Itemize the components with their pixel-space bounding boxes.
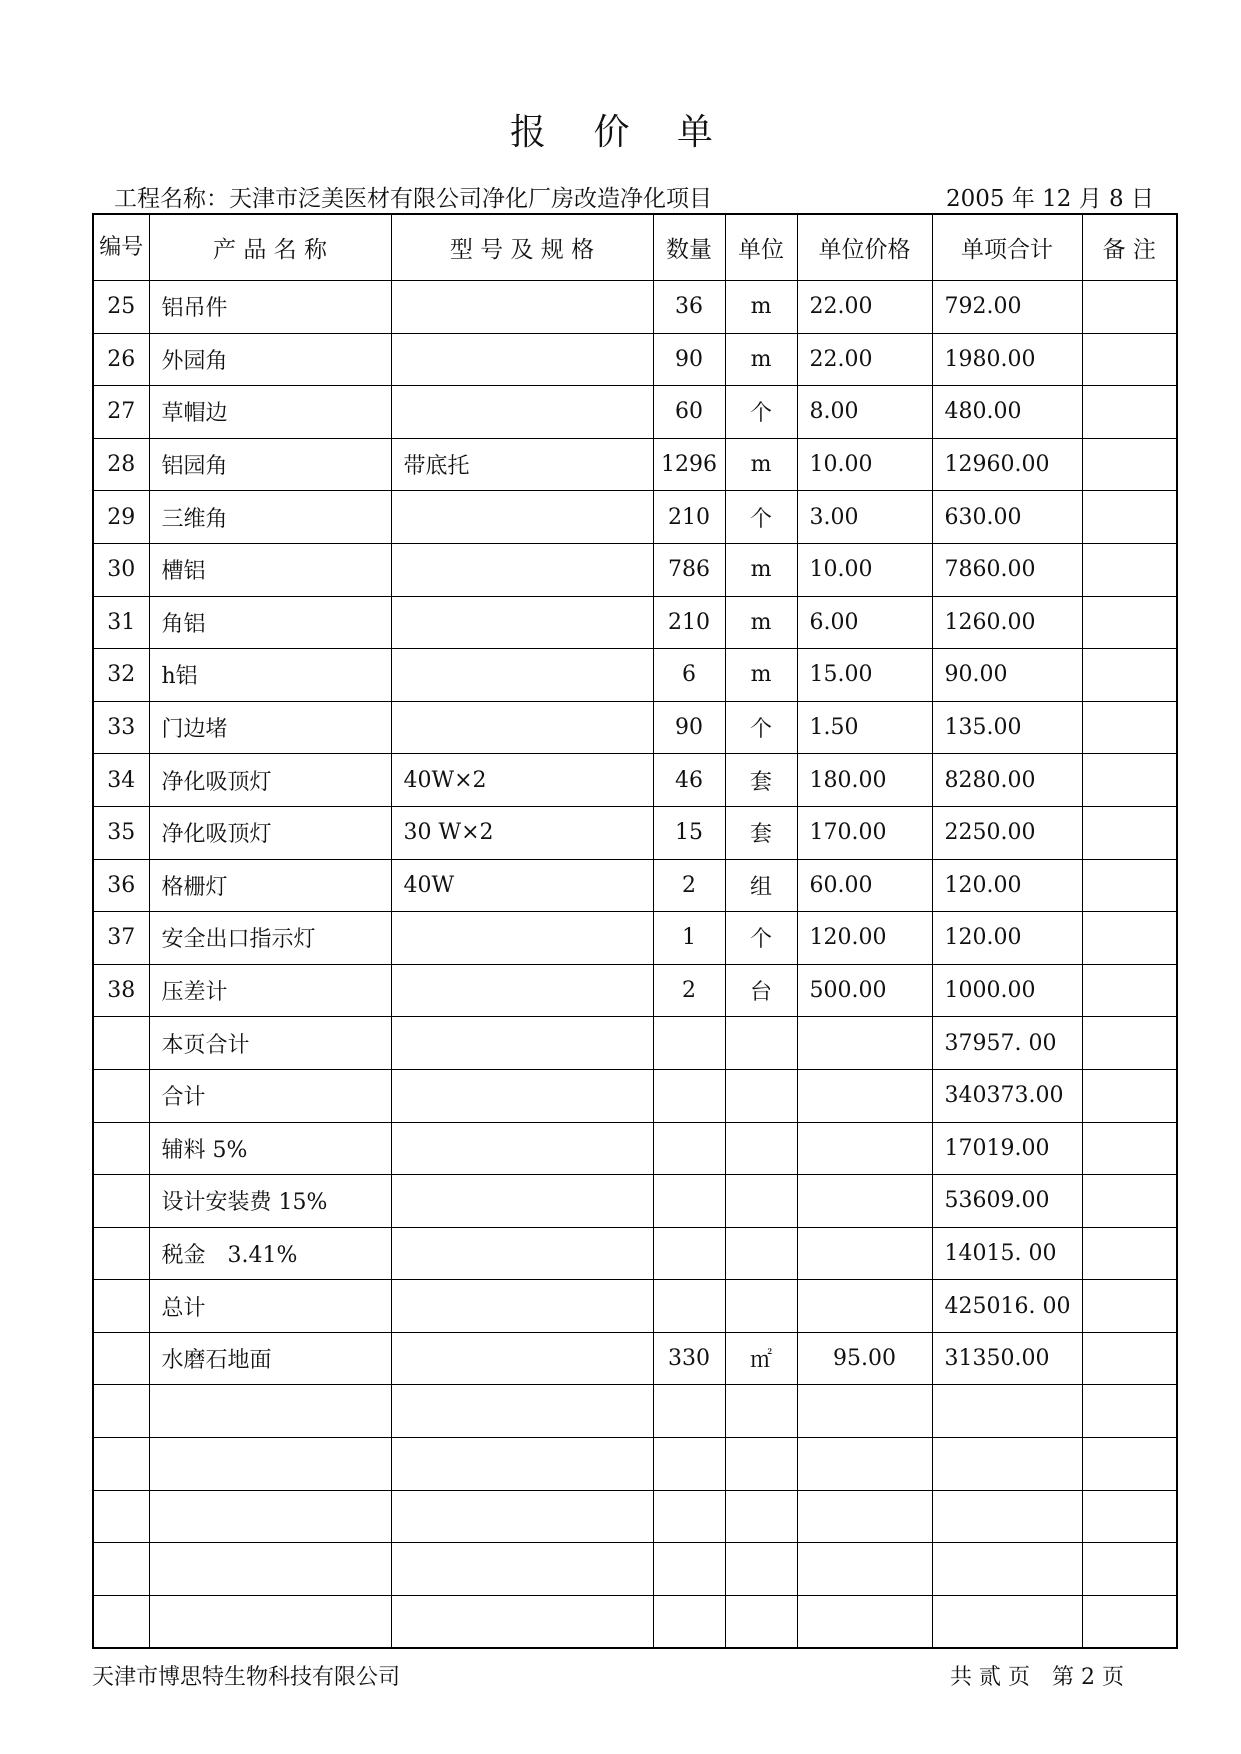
cell-unit [725,1280,797,1333]
cell-product-name: 本页合计 [149,1017,391,1070]
footer-company: 天津市博思特生物科技有限公司 [92,1665,401,1690]
table-row [93,1227,1177,1280]
cell-subtotal: 37957. 00 [932,1017,1082,1070]
cell-number: 30 [93,543,149,596]
cell-note [1082,596,1177,649]
cell-product-name [149,1595,391,1648]
cell-unit: 个 [725,386,797,439]
cell-unit [725,1595,797,1648]
cell-unit: 台 [725,964,797,1017]
cell-unit-price: 170.00 [797,806,932,859]
cell-number [93,1017,149,1070]
cell-note [1082,386,1177,439]
cell-number: 36 [93,859,149,912]
cell-quantity: 15 [653,806,725,859]
cell-product-name: 设计安装费 15% [149,1175,391,1228]
cell-note [1082,1175,1177,1228]
cell-quantity: 1 [653,912,725,965]
cell-product-name: 压差计 [149,964,391,1017]
cell-unit: m [725,649,797,702]
cell-subtotal: 425016. 00 [932,1280,1082,1333]
table-row [93,1280,1177,1333]
cell-unit [725,1175,797,1228]
cell-unit-price: 22.00 [797,333,932,386]
cell-note [1082,438,1177,491]
cell-quantity: 46 [653,754,725,807]
table-row [93,438,1177,491]
table-row [93,754,1177,807]
cell-spec [391,1543,653,1596]
cell-unit [725,1227,797,1280]
cell-product-name: 格栅灯 [149,859,391,912]
cell-quantity: 330 [653,1332,725,1385]
cell-spec: 40W×2 [391,754,653,807]
cell-quantity [653,1017,725,1070]
cell-quantity [653,1490,725,1543]
cell-unit-price [797,1438,932,1491]
cell-number [93,1122,149,1175]
cell-unit-price: 60.00 [797,859,932,912]
cell-spec [391,1069,653,1122]
cell-unit: m [725,281,797,334]
cell-unit-price: 1.50 [797,701,932,754]
cell-spec [391,333,653,386]
cell-spec [391,1385,653,1438]
cell-unit: m [725,438,797,491]
table-row [93,1332,1177,1385]
cell-number: 32 [93,649,149,702]
cell-unit-price: 10.00 [797,438,932,491]
cell-subtotal: 17019.00 [932,1122,1082,1175]
cell-quantity: 210 [653,596,725,649]
cell-quantity: 6 [653,649,725,702]
cell-unit: 个 [725,491,797,544]
cell-number [93,1280,149,1333]
cell-unit: 套 [725,806,797,859]
cell-unit [725,1438,797,1491]
table-row [93,386,1177,439]
table-row [93,859,1177,912]
cell-product-name: 总计 [149,1280,391,1333]
cell-product-name: 三维角 [149,491,391,544]
cell-subtotal [932,1490,1082,1543]
cell-product-name: 门边堵 [149,701,391,754]
cell-product-name: 辅料 5% [149,1122,391,1175]
cell-product-name: 水磨石地面 [149,1332,391,1385]
cell-unit-price: 120.00 [797,912,932,965]
cell-unit: ㎡ [725,1332,797,1385]
cell-subtotal: 8280.00 [932,754,1082,807]
cell-subtotal: 14015. 00 [932,1227,1082,1280]
cell-note [1082,1490,1177,1543]
cell-number: 27 [93,386,149,439]
table-row [93,1490,1177,1543]
cell-note [1082,281,1177,334]
table-row [93,491,1177,544]
table-row [93,964,1177,1017]
table-row [93,701,1177,754]
cell-subtotal [932,1438,1082,1491]
cell-note [1082,806,1177,859]
cell-number [93,1438,149,1491]
header-product-name: 产 品 名 称 [149,214,391,281]
table-row [93,649,1177,702]
table-row [93,1069,1177,1122]
cell-product-name [149,1385,391,1438]
cell-product-name: 铝吊件 [149,281,391,334]
cell-unit-price [797,1069,932,1122]
document-title: 报 价 单 [510,112,731,153]
cell-product-name: 净化吸顶灯 [149,754,391,807]
cell-unit [725,1069,797,1122]
cell-unit: 个 [725,701,797,754]
cell-subtotal: 90.00 [932,649,1082,702]
cell-product-name: h铝 [149,649,391,702]
table-row [93,281,1177,334]
cell-number [93,1490,149,1543]
cell-note [1082,543,1177,596]
cell-subtotal: 480.00 [932,386,1082,439]
cell-number [93,1069,149,1122]
cell-subtotal [932,1543,1082,1596]
table-header-row [93,214,1177,281]
cell-unit: m [725,333,797,386]
cell-quantity: 2 [653,859,725,912]
table-row [93,1438,1177,1491]
cell-unit-price: 95.00 [797,1332,932,1385]
cell-note [1082,859,1177,912]
table-row [93,1122,1177,1175]
cell-quantity [653,1385,725,1438]
table-row [93,543,1177,596]
cell-note [1082,754,1177,807]
table-row [93,1385,1177,1438]
cell-quantity [653,1175,725,1228]
cell-product-name: 外园角 [149,333,391,386]
cell-spec [391,1280,653,1333]
cell-number: 29 [93,491,149,544]
cell-note [1082,1332,1177,1385]
table-row [93,1017,1177,1070]
cell-product-name: 合计 [149,1069,391,1122]
cell-note [1082,701,1177,754]
cell-subtotal: 7860.00 [932,543,1082,596]
cell-number [93,1175,149,1228]
cell-quantity [653,1543,725,1596]
cell-product-name [149,1543,391,1596]
cell-number: 37 [93,912,149,965]
cell-subtotal: 1260.00 [932,596,1082,649]
cell-spec [391,543,653,596]
cell-subtotal: 120.00 [932,912,1082,965]
cell-unit-price [797,1543,932,1596]
cell-note [1082,1122,1177,1175]
cell-subtotal: 53609.00 [932,1175,1082,1228]
cell-spec [391,1595,653,1648]
cell-spec [391,1227,653,1280]
cell-product-name [149,1438,391,1491]
cell-unit-price: 500.00 [797,964,932,1017]
cell-quantity: 36 [653,281,725,334]
cell-note [1082,333,1177,386]
header-note: 备 注 [1082,214,1177,281]
cell-spec [391,1332,653,1385]
header-unit-price: 单位价格 [797,214,932,281]
table-row [93,806,1177,859]
cell-spec [391,1175,653,1228]
cell-unit: 组 [725,859,797,912]
cell-unit [725,1543,797,1596]
cell-spec [391,1438,653,1491]
cell-note [1082,1017,1177,1070]
cell-note [1082,1280,1177,1333]
cell-spec: 30 W×2 [391,806,653,859]
cell-note [1082,912,1177,965]
cell-product-name: 铝园角 [149,438,391,491]
cell-number [93,1227,149,1280]
quotation-table [92,213,1178,1649]
cell-product-name: 净化吸顶灯 [149,806,391,859]
cell-product-name: 安全出口指示灯 [149,912,391,965]
table-row [93,1595,1177,1648]
cell-product-name: 税金 3.41% [149,1227,391,1280]
cell-subtotal: 31350.00 [932,1332,1082,1385]
cell-note [1082,1543,1177,1596]
cell-unit-price [797,1385,932,1438]
cell-quantity [653,1280,725,1333]
cell-note [1082,491,1177,544]
cell-subtotal: 12960.00 [932,438,1082,491]
header-quantity: 数量 [653,214,725,281]
cell-spec [391,596,653,649]
table-row [93,1175,1177,1228]
header-unit: 单位 [725,214,797,281]
cell-spec [391,1017,653,1070]
cell-unit-price [797,1122,932,1175]
cell-unit [725,1122,797,1175]
cell-subtotal: 1980.00 [932,333,1082,386]
cell-unit-price: 6.00 [797,596,932,649]
cell-number [93,1385,149,1438]
cell-spec [391,701,653,754]
cell-number: 34 [93,754,149,807]
cell-number: 35 [93,806,149,859]
cell-quantity: 60 [653,386,725,439]
cell-note [1082,1595,1177,1648]
cell-product-name: 草帽边 [149,386,391,439]
cell-unit: m [725,596,797,649]
cell-spec [391,386,653,439]
cell-unit [725,1385,797,1438]
cell-unit [725,1017,797,1070]
cell-product-name: 槽铝 [149,543,391,596]
cell-number [93,1332,149,1385]
cell-number: 33 [93,701,149,754]
cell-unit-price: 10.00 [797,543,932,596]
cell-spec [391,964,653,1017]
cell-note [1082,1227,1177,1280]
cell-note [1082,1069,1177,1122]
header-spec: 型 号 及 规 格 [391,214,653,281]
cell-unit-price [797,1175,932,1228]
cell-unit: m [725,543,797,596]
cell-quantity: 2 [653,964,725,1017]
table-row [93,596,1177,649]
cell-quantity [653,1069,725,1122]
cell-number: 38 [93,964,149,1017]
header-number: 编号 [93,214,149,281]
header-subtotal: 单项合计 [932,214,1082,281]
cell-unit-price: 180.00 [797,754,932,807]
cell-unit-price: 22.00 [797,281,932,334]
cell-number: 28 [93,438,149,491]
cell-subtotal: 1000.00 [932,964,1082,1017]
cell-spec: 40W [391,859,653,912]
cell-subtotal: 340373.00 [932,1069,1082,1122]
table-row [93,1543,1177,1596]
cell-unit-price: 3.00 [797,491,932,544]
cell-subtotal: 120.00 [932,859,1082,912]
cell-note [1082,1385,1177,1438]
cell-subtotal [932,1385,1082,1438]
cell-number: 26 [93,333,149,386]
cell-note [1082,1438,1177,1491]
project-name: 工程名称：天津市泛美医材有限公司净化厂房改造净化项目 [114,186,712,212]
cell-subtotal: 2250.00 [932,806,1082,859]
cell-quantity [653,1227,725,1280]
cell-subtotal [932,1595,1082,1648]
cell-spec [391,649,653,702]
cell-number: 31 [93,596,149,649]
cell-unit-price: 8.00 [797,386,932,439]
cell-unit-price [797,1017,932,1070]
cell-unit-price: 15.00 [797,649,932,702]
cell-unit-price [797,1490,932,1543]
cell-note [1082,964,1177,1017]
cell-unit [725,1490,797,1543]
cell-spec: 带底托 [391,438,653,491]
cell-quantity: 1296 [653,438,725,491]
cell-quantity: 210 [653,491,725,544]
cell-spec [391,281,653,334]
cell-spec [391,1122,653,1175]
cell-unit: 个 [725,912,797,965]
cell-product-name [149,1490,391,1543]
footer-page-count: 共 贰 页 第 2 页 [950,1665,1124,1690]
cell-spec [391,1490,653,1543]
cell-number [93,1543,149,1596]
cell-subtotal: 135.00 [932,701,1082,754]
cell-note [1082,649,1177,702]
cell-quantity: 786 [653,543,725,596]
cell-spec [391,491,653,544]
cell-spec [391,912,653,965]
table-row [93,333,1177,386]
cell-quantity [653,1595,725,1648]
quote-date: 2005 年 12 月 8 日 [946,186,1154,212]
cell-subtotal: 792.00 [932,281,1082,334]
cell-number [93,1595,149,1648]
cell-unit-price [797,1280,932,1333]
cell-quantity [653,1438,725,1491]
cell-unit: 套 [725,754,797,807]
cell-unit-price [797,1227,932,1280]
cell-quantity: 90 [653,701,725,754]
cell-number: 25 [93,281,149,334]
cell-product-name: 角铝 [149,596,391,649]
cell-quantity [653,1122,725,1175]
cell-quantity: 90 [653,333,725,386]
table-row [93,912,1177,965]
cell-unit-price [797,1595,932,1648]
cell-subtotal: 630.00 [932,491,1082,544]
